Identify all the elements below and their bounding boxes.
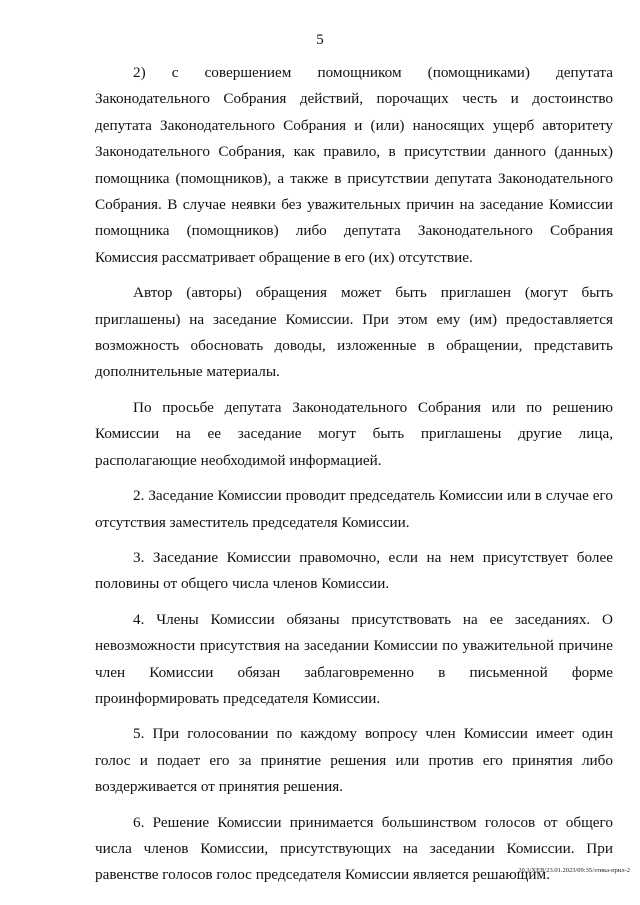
page-number: 5 xyxy=(316,32,324,48)
footer-document-code: 20.3/ХЕВ/23.01.2023/09:35/этика-прил-2 xyxy=(518,867,630,874)
paragraph-point-6: 6. Решение Комиссии принимается большинством голосов от общего числа членов Комиссии, присутствующих на заседании Комиссии. При равенстве голосов голос председателя Комиссии является решающим. xyxy=(95,813,613,884)
paragraph-author-invitation: Автор (авторы) обращения может быть приглашен (могут быть приглашены) на заседание Комиссии. При этом ему (им) предоставляется возможность обосновать доводы, изложенные в обращении, представить дополнительные материалы. xyxy=(95,284,613,381)
paragraph-point-3: 3. Заседание Комиссии правомочно, если на нем присутствует более половины от общего числа членов Комиссии. xyxy=(95,548,613,593)
document-body xyxy=(95,60,613,898)
paragraph-point-4: 4. Члены Комиссии обязаны присутствовать на ее заседаниях. О невозможности присутствия на заседании Комиссии по уважительной причине член Комиссии обязан заблаговременно в письменной форме проинформировать председателя Комиссии. xyxy=(95,610,613,707)
paragraph-point-5: 5. При голосовании по каждому вопросу член Комиссии имеет один голос и подает его за принятие решения или против его принятия либо воздерживается от принятия решения. xyxy=(95,725,613,796)
paragraph-item-2-subpoint: 2) с совершением помощником (помощниками) депутата Законодательного Собрания действий, порочащих честь и достоинство депутата Законодательного Собрания и (или) наносящих ущерб авторитету Законодательного Собрания, как правило, в присутствии данного (данных) помощника (помощников), а также в присутствии депутата Законодательного Собрания. В случае неявки без уважительных причин на заседание Комиссии помощника (помощников) либо депутата Законодательного Собрания Комиссия рассматривает обращение в его (их) отсутствие. xyxy=(95,64,613,266)
paragraph-other-persons: По просьбе депутата Законодательного Собрания или по решению Комиссии на ее заседание могут быть приглашены другие лица, располагающие необходимой информацией. xyxy=(95,398,613,469)
paragraph-point-2: 2. Заседание Комиссии проводит председатель Комиссии или в случае его отсутствия заместитель председателя Комиссии. xyxy=(95,487,613,531)
